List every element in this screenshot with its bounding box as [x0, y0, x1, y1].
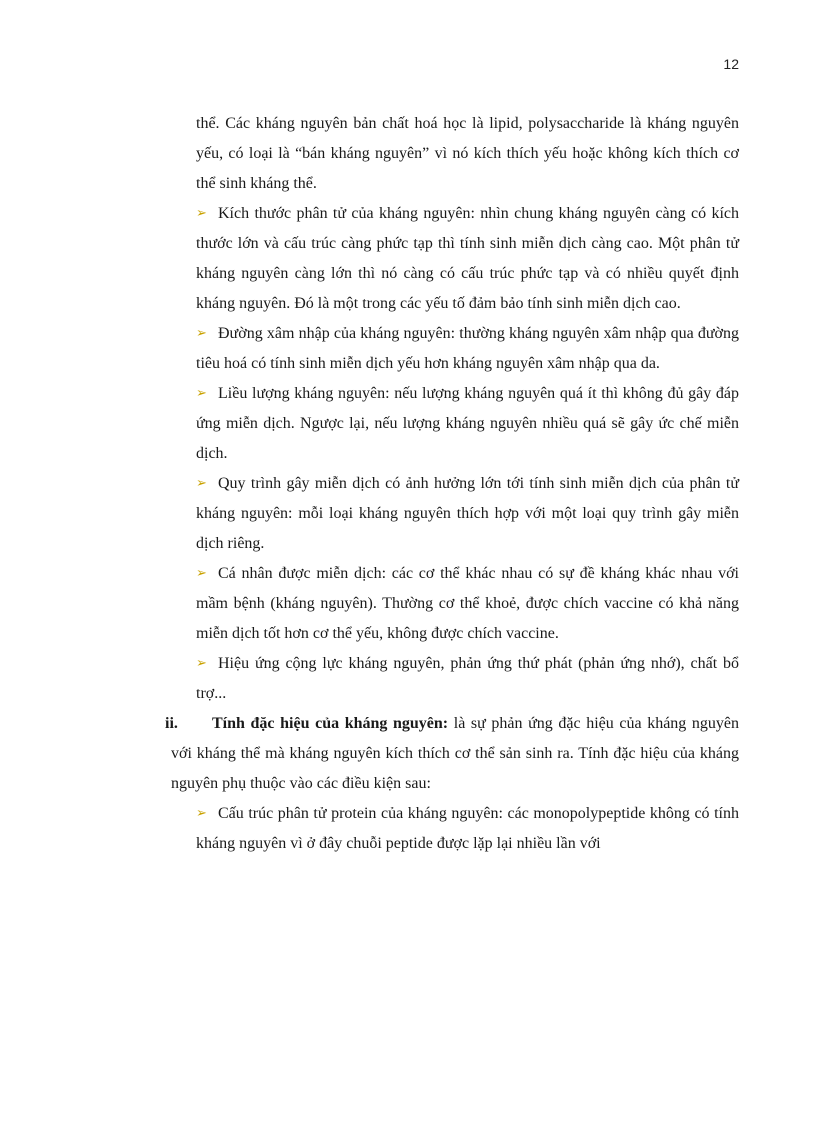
bullet-text: Hiệu ứng cộng lực kháng nguyên, phản ứng thứ phát (phản ứng nhớ), chất bổ trợ... — [196, 655, 739, 702]
section-specificity — [165, 709, 740, 799]
bullet-text: Quy trình gây miễn dịch có ảnh hưởng lớn tới tính sinh miễn dịch của phân tử kháng nguyên: mỗi loại kháng nguyên thích hợp với một loại quy trình gây miễn dịch riêng. — [196, 475, 739, 552]
bullet-item-dosage — [196, 379, 739, 469]
page-number: 12 — [723, 56, 739, 72]
bullet-text: Cá nhân được miễn dịch: các cơ thể khác nhau có sự đề kháng khác nhau với mầm bệnh (kháng nguyên). Thường cơ thể khoẻ, được chích vaccine có khả năng miễn dịch tốt hơn cơ thể yếu, không được chích vaccine. — [196, 565, 739, 642]
bullet-text: Kích thước phân tử của kháng nguyên: nhìn chung kháng nguyên càng có kích thước lớn và cấu trúc càng phức tạp thì tính sinh miễn dịch càng cao. Một phân tử kháng nguyên càng lớn thì nó càng có cấu trúc phức tạp và có nhiều quyết định kháng nguyên. Đó là một trong các yếu tố đảm bảo tính sinh miễn dịch cao. — [196, 205, 739, 312]
bullet-item-molecular-size — [196, 199, 739, 319]
bullet-item-immunized-individual — [196, 559, 739, 649]
section-numeral: ii. — [165, 715, 178, 732]
bullet-item-protein-structure — [196, 799, 739, 859]
bullet-text: Cấu trúc phân tử protein của kháng nguyên: các monopolypeptide không có tính kháng nguyên vì ở đây chuỗi peptide được lặp lại nhiều lần với — [196, 805, 739, 852]
arrow-bullet-icon: ➢ — [196, 206, 207, 221]
section-specificity-text — [171, 709, 739, 799]
arrow-bullet-icon: ➢ — [196, 476, 207, 491]
bullet-item-entry-route — [196, 319, 739, 379]
arrow-bullet-icon: ➢ — [196, 326, 207, 341]
paragraph-continuation: thể. Các kháng nguyên bản chất hoá học là lipid, polysaccharide là kháng nguyên yếu, có loại là “bán kháng nguyên” vì nó kích thích yếu hoặc không kích thích cơ thể sinh kháng thể. — [196, 115, 739, 192]
arrow-bullet-icon: ➢ — [196, 806, 207, 821]
arrow-bullet-icon: ➢ — [196, 386, 207, 401]
bullet-text: Đường xâm nhập của kháng nguyên: thường kháng nguyên xâm nhập qua đường tiêu hoá có tính sinh miễn dịch yếu hơn kháng nguyên xâm nhập qua da. — [196, 325, 739, 372]
section-term: Tính đặc hiệu của kháng nguyên: — [212, 715, 449, 732]
bullet-item-synergy — [196, 649, 739, 709]
bullet-text: Liều lượng kháng nguyên: nếu lượng kháng nguyên quá ít thì không đủ gây đáp ứng miễn dịch. Ngược lại, nếu lượng kháng nguyên nhiều quá sẽ gây ức chế miễn dịch. — [196, 385, 739, 462]
arrow-bullet-icon: ➢ — [196, 566, 207, 581]
document-body — [165, 109, 740, 859]
section-definition: là sự phản ứng đặc hiệu của kháng nguyên với kháng thể mà kháng nguyên kích thích cơ thể sản sinh ra. Tính đặc hiệu của kháng nguyên phụ thuộc vào các điều kiện sau: — [171, 715, 740, 792]
bullet-item-immunization-procedure — [196, 469, 739, 559]
arrow-bullet-icon: ➢ — [196, 656, 207, 671]
